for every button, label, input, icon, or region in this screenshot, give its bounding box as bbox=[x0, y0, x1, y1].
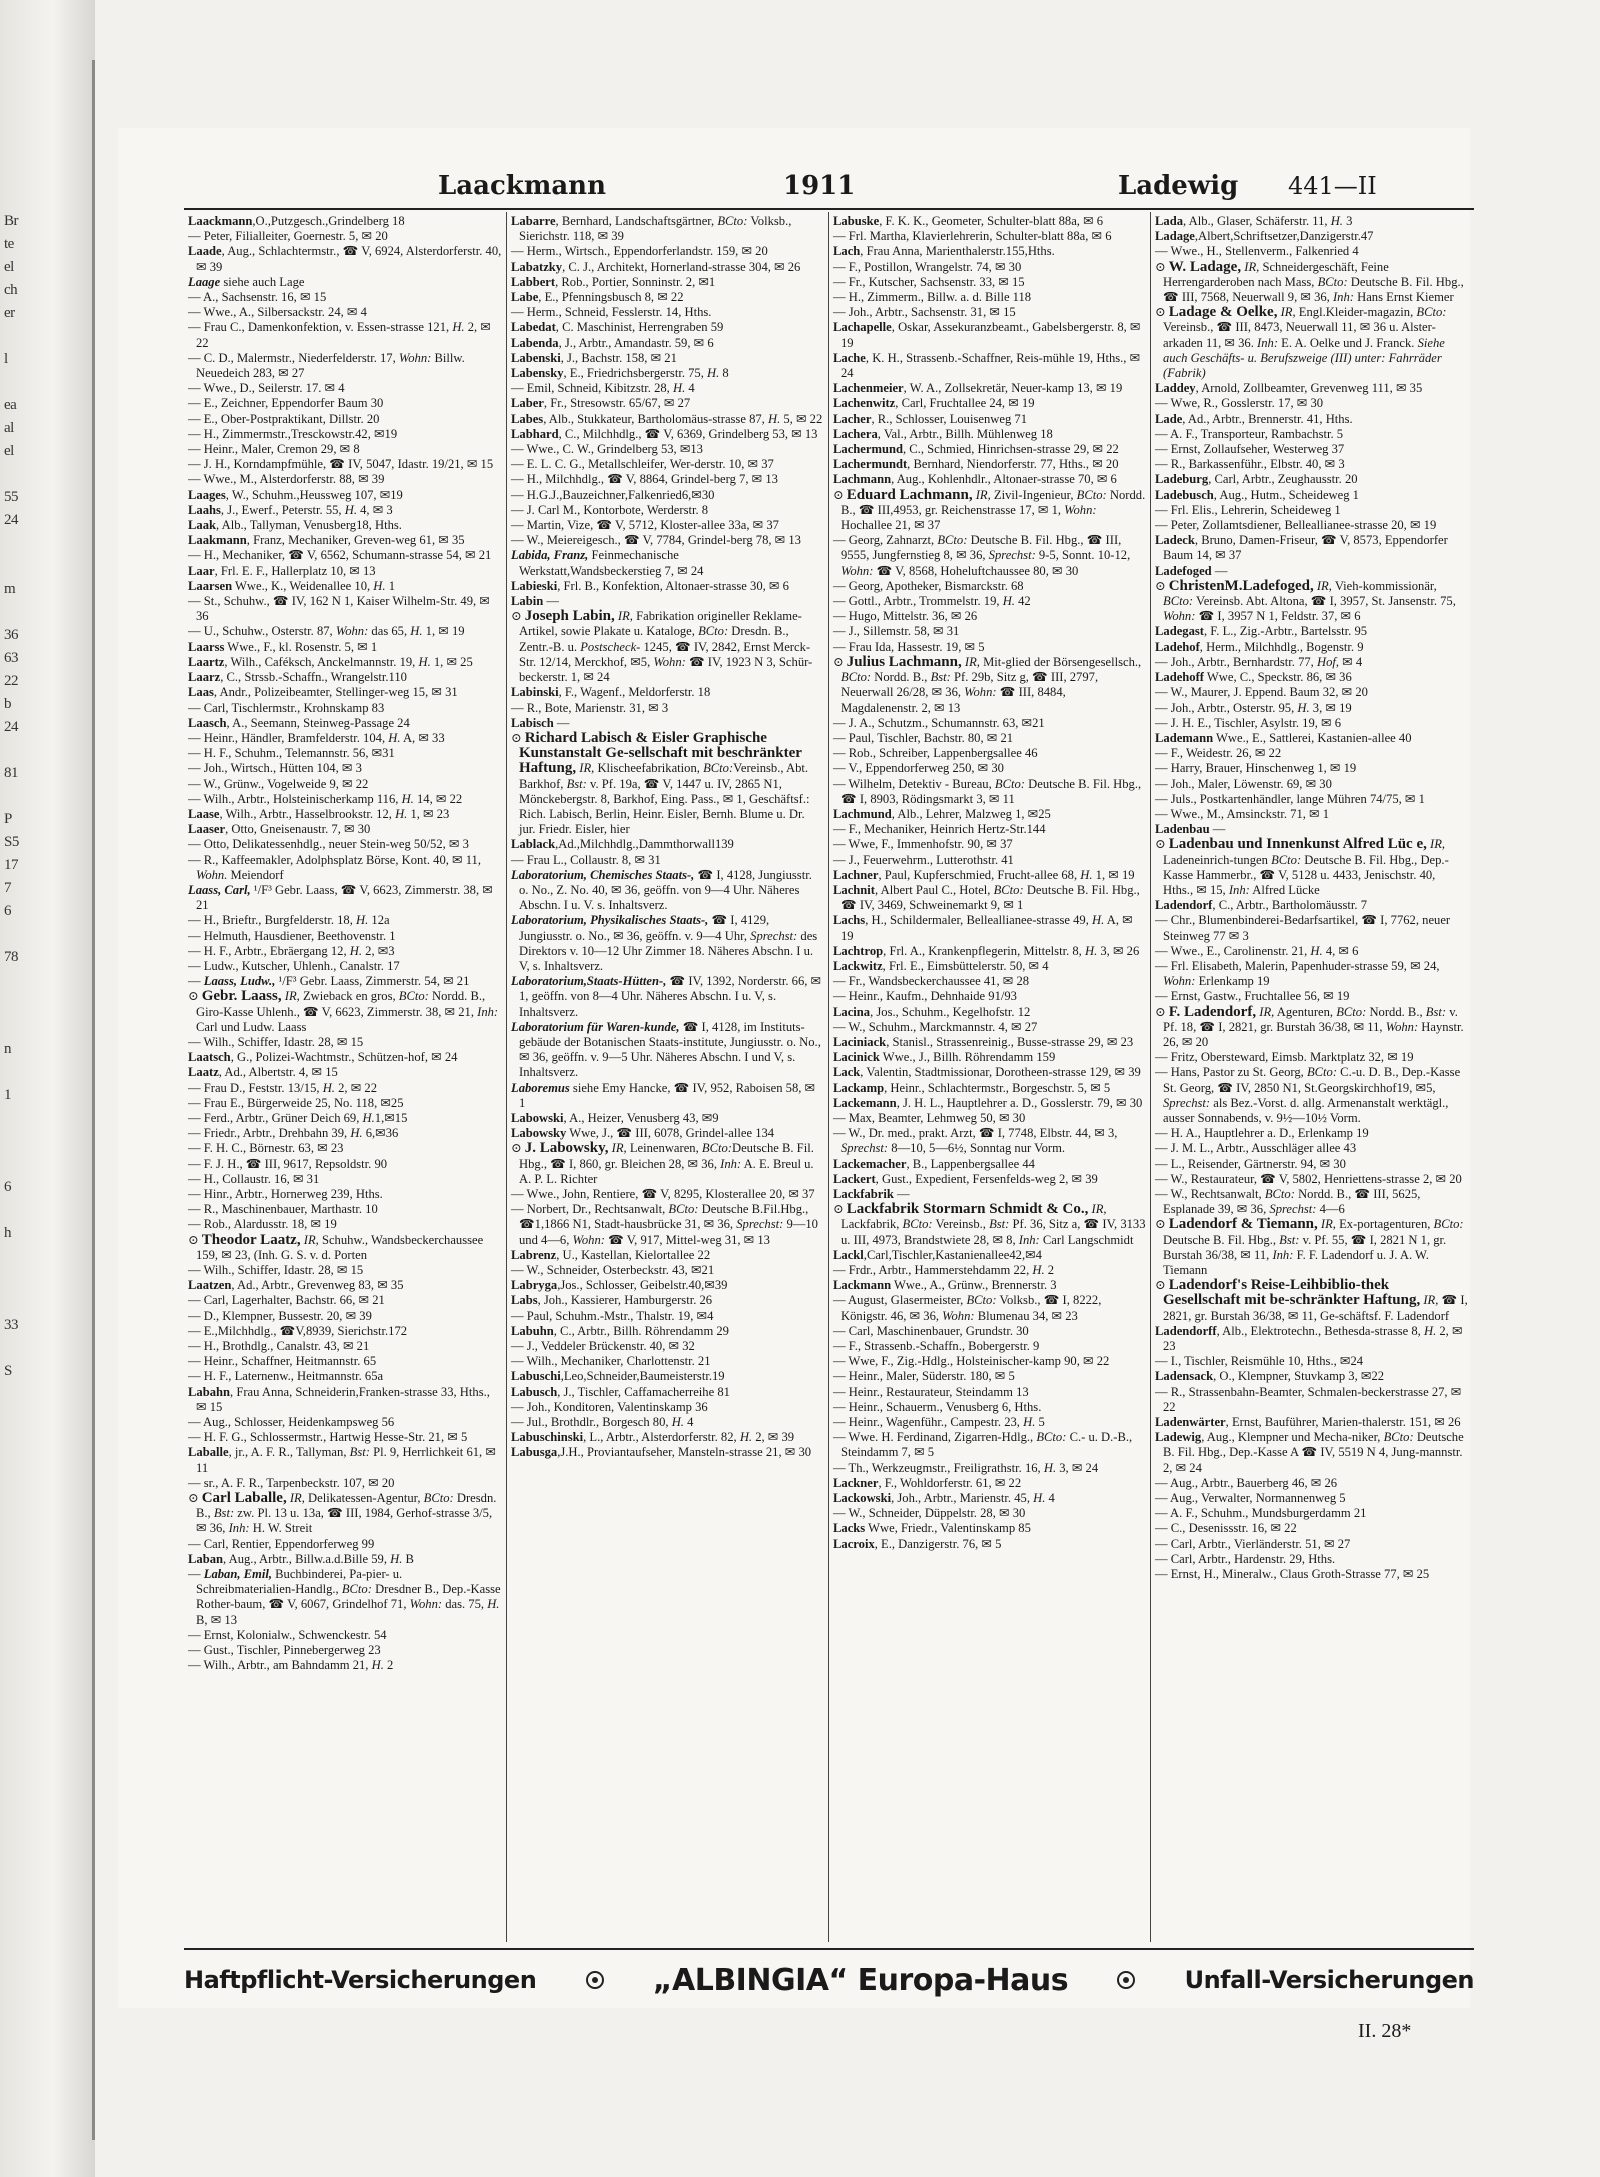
directory-entry: — Otto, Delikatessenhdlg., neuer Stein-weg 50/52, ✉ 3 bbox=[188, 837, 469, 852]
directory-entry: — E.,Milchhdlg., ☎V,8939, Sierichstr.172 bbox=[188, 1323, 408, 1338]
directory-entry: Ladeburg, Carl, Arbtr., Zeughausstr. 20 bbox=[1155, 472, 1358, 487]
directory-entry: — Heinr., Kaufm., Dehnhaide 91/93 bbox=[833, 989, 1017, 1004]
directory-entry: Labin — bbox=[511, 594, 559, 609]
directory-entry: Laak, Alb., Tallyman, Venusberg18, Hths. bbox=[188, 518, 402, 533]
directory-entry: ⊙ Ladendorf & Tiemann, IR, Ex-portagenturen, BCto: Deutsche B. Fil. Hbg., Bst: v. Pf. 55, ☎ I, 2821 N 1, gr. Burstah 36/38, ✉ 11, Inh: F. F. Ladendorf u. J. A. W. Tiemann bbox=[1155, 1216, 1464, 1278]
directory-entry: Labinski, F., Wagenf., Meldorferstr. 18 bbox=[511, 685, 711, 700]
directory-entry: — Laass, Ludw., ¹/F³ Gebr. Laass, Zimmerstr. 54, ✉ 21 bbox=[188, 974, 470, 989]
directory-entry: — Norbert, Dr., Rechtsanwalt, BCto: Deutsche B.Fil.Hbg., ☎1,1866 N1, Stadt-hausbrücke 31, ✉ 36, Sprechst: 9—10 und 4—6, Wohn: ☎ V, 917, Mittel-weg 31, ✉ 13 bbox=[511, 1202, 818, 1247]
spine-fragment-text: Br te el ch er l ea al el 55 24 m 36 63 22 b 24 81 P S5 17 7 6 78 n 1 6 h 33 S bbox=[4, 213, 19, 1379]
directory-entry: Labahn, Frau Anna, Schneiderin,Franken-strasse 33, Hths., ✉ 15 bbox=[188, 1384, 490, 1414]
directory-entry: — Heinr., Maler, Süderstr. 180, ✉ 5 bbox=[833, 1369, 1015, 1384]
directory-entry: — Joh., Arbtr., Osterstr. 95, H. 3, ✉ 19 bbox=[1155, 700, 1352, 715]
directory-entry: — Wwe, F., Zig.-Hdlg., Holsteinischer-kamp 90, ✉ 22 bbox=[833, 1354, 1110, 1369]
directory-entry: Lachermund, C., Schmied, Hinrichsen-strasse 29, ✉ 22 bbox=[833, 442, 1119, 457]
directory-entry: ⊙ Eduard Lachmann, IR, Zivil-Ingenieur, BCto: Nordd. B., ☎ III,4953, gr. Reichenstrasse 17, ✉ 1, Wohn: Hochallee 21, ✉ 37 bbox=[833, 486, 1146, 533]
directory-entry: Lackemann, J. H. L., Hauptlehrer a. D., Gosslerstr. 79, ✉ 30 bbox=[833, 1095, 1143, 1110]
directory-entry: Laciniack, Stanisl., Strassenreinig., Busse-strasse 29, ✉ 23 bbox=[833, 1034, 1134, 1049]
directory-entry: — Harry, Brauer, Hinschenweg 1, ✉ 19 bbox=[1155, 761, 1357, 776]
directory-entry: — Jul., Brothdlr., Borgesch 80, H. 4 bbox=[511, 1415, 694, 1430]
directory-entry: Ladehof, Herm., Milchhdlg., Bogenstr. 9 bbox=[1155, 639, 1364, 654]
directory-entry: — Wilh., Schiffer, Idastr. 28, ✉ 15 bbox=[188, 1263, 364, 1278]
directory-entry: — Frl. Martha, Klavierlehrerin, Schulter-blatt 88a, ✉ 6 bbox=[833, 229, 1112, 244]
ad-albingia: „ALBINGIA“ Europa-Haus bbox=[652, 1962, 1069, 1998]
directory-entry: — R., Maschinenbauer, Marthastr. 10 bbox=[188, 1202, 378, 1217]
directory-entry: — Wwe, R., Gosslerstr. 17, ✉ 30 bbox=[1155, 396, 1324, 411]
directory-entry: Laasch, A., Seemann, Steinweg-Passage 24 bbox=[188, 715, 410, 730]
directory-entry: — R., Kaffeemakler, Adolphsplatz Börse, Kont. 40, ✉ 11, Wohn. Meiendorf bbox=[188, 852, 482, 882]
directory-entry: Lade, Ad., Arbtr., Brennerstr. 41, Hths. bbox=[1155, 411, 1353, 426]
directory-entry: — Hans, Pastor zu St. Georg, BCto: C.-u. D. B., Dep.-Kasse St. Georg, ☎ IV, 2850 N1, St.Georgskirchhof19, ✉5, Sprechst: als Bez.-Vorst. d. allg. Armenanstalt werktägl., ausser Sonnabends, v. 9½—10½ Vorm. bbox=[1155, 1065, 1461, 1125]
directory-entry: — Wilh., Mechaniker, Charlottenstr. 21 bbox=[511, 1354, 711, 1369]
directory-entry: — Herm., Wirtsch., Eppendorferlandstr. 159, ✉ 20 bbox=[511, 244, 768, 259]
directory-entry: — R., Strassenbahn-Beamter, Schmalen-beckerstrasse 27, ✉ 22 bbox=[1155, 1384, 1462, 1414]
directory-entry: Laase, Wilh., Arbtr., Hasselbrookstr. 12, H. 1, ✉ 23 bbox=[188, 806, 450, 821]
directory-entry: — Fr., Kutscher, Sachsenstr. 33, ✉ 15 bbox=[833, 274, 1025, 289]
directory-entry: Labarre, Bernhard, Landschaftsgärtner, BCto: Volksb., Sierichstr. 118, ✉ 39 bbox=[511, 214, 792, 244]
footer-rule bbox=[184, 1948, 1474, 1950]
directory-entry: ⊙ Richard Labisch & Eisler Graphische Kunstanstalt Ge-sellschaft mit beschränkter Haftung, IR, Klischeefabrikation, BCto:Vereinsb., Abt. Barkhof, Bst: v. Pf. 19a, ☎ V, 1447 u. IV, 2865 N1, Mönckebergstr. 8, Barkhof, Eing. Pass., ✉ 1, Geschäftsf.: Rich. Labisch, Berlin, Heinr. Eisler, Bernh. Blume u. Dr. jur. Friedr. Eisler, hier bbox=[511, 729, 810, 837]
directory-entry: Labuske, F. K. K., Geometer, Schulter-blatt 88a, ✉ 6 bbox=[833, 214, 1104, 228]
directory-entry: — F. H. C., Börnestr. 63, ✉ 23 bbox=[188, 1141, 344, 1156]
directory-entry: — Carl, Rentier, Eppendorferweg 99 bbox=[188, 1536, 375, 1551]
directory-entry: — Carl, Lagerhalter, Bachstr. 66, ✉ 21 bbox=[188, 1293, 385, 1308]
directory-entry: Ladebusch, Aug., Hutm., Scheideweg 1 bbox=[1155, 487, 1359, 502]
directory-entry: — Frl. Elis., Lehrerin, Scheideweg 1 bbox=[1155, 502, 1341, 517]
directory-entry: Labensky, E., Friedrichsbergerstr. 75, H. 8 bbox=[511, 366, 729, 381]
directory-entry: — sr., A. F. R., Tarpenbeckstr. 107, ✉ 20 bbox=[188, 1475, 395, 1490]
directory-entry: Ladeck, Bruno, Damen-Friseur, ☎ V, 8573, Eppendorfer Baum 14, ✉ 37 bbox=[1155, 533, 1448, 563]
directory-entry: ⊙ Gebr. Laass, IR, Zwieback en gros, BCto: Nordd. B., Giro-Kasse Uhlenh., ☎ V, 6623, Zimmerstr. 38, ✉ 21, Inh: Carl und Ludw. Laass bbox=[188, 988, 499, 1034]
directory-entry: Labedat, C. Maschinist, Herrengraben 59 bbox=[511, 320, 724, 335]
directory-entry: — Peter, Filialleiter, Goernestr. 5, ✉ 20 bbox=[188, 229, 388, 244]
directory-entry: Ladensack, O., Klempner, Stuvkamp 3, ✉22 bbox=[1155, 1369, 1385, 1384]
directory-entry: Labuschinski, L., Arbtr., Alsterdorferstr. 82, H. 2, ✉ 39 bbox=[511, 1430, 795, 1445]
directory-entry: Lacks Wwe, Friedr., Valentinskamp 85 bbox=[833, 1521, 1031, 1536]
directory-entry: — W., Meiereigesch., ☎ V, 7784, Grindel-berg 78, ✉ 13 bbox=[511, 533, 801, 548]
directory-entry: — A. F., Schuhm., Mundsburgerdamm 21 bbox=[1155, 1506, 1367, 1521]
directory-entry: — W., Maurer, J. Eppend. Baum 32, ✉ 20 bbox=[1155, 685, 1368, 700]
directory-entry: ⊙ J. Labowsky, IR, Leinenwaren, BCto:Deutsche B. Fil. Hbg., ☎ I, 860, gr. Bleichen 28, ✉ 36, Inh: A. E. Breul u. A. P. L. Richter bbox=[511, 1140, 814, 1186]
directory-entry: — Wwe., A., Silbersackstr. 24, ✉ 4 bbox=[188, 305, 367, 320]
directory-entry: — Heinr., Restaurateur, Steindamm 13 bbox=[833, 1384, 1029, 1399]
directory-entry: — Carl, Arbtr., Hardenstr. 29, Hths. bbox=[1155, 1551, 1336, 1566]
directory-entry: — Wwe., C. W., Grindelberg 53, ✉13 bbox=[511, 442, 703, 457]
page-header bbox=[118, 168, 1470, 204]
directory-entry: ⊙ Ladendorf's Reise-Leihbiblio-thek Gesellschaft mit be-schränkter Haftung, IR, ☎ I, 2821, gr. Burstah 36/38, ✉ 11, Ge-schäftsf. F. Ladendorf bbox=[1155, 1277, 1468, 1323]
directory-entry: — W., Restaurateur, ☎ V, 5802, Henriettens-strasse 2, ✉ 20 bbox=[1155, 1171, 1462, 1186]
directory-entry: — Gust., Tischler, Pinnebergerweg 23 bbox=[188, 1643, 381, 1658]
directory-entry: — F. J. H., ☎ III, 9617, Repsoldstr. 90 bbox=[188, 1156, 388, 1171]
directory-entry: Lachs, H., Schildermaler, Belleallianee-strasse 49, H. A, ✉ 19 bbox=[833, 913, 1133, 943]
ad-liability-insurance: Haftpflicht-Versicherungen bbox=[184, 1966, 537, 1994]
directory-entry: — Wwe. H. Ferdinand, Zigarren-Hdlg., BCto: C.- u. D.-B., Steindamm 7, ✉ 5 bbox=[833, 1430, 1133, 1460]
directory-entry: Laage siehe auch Lage bbox=[188, 274, 305, 289]
directory-entry: Labs, Joh., Kassierer, Hamburgerstr. 26 bbox=[511, 1293, 713, 1308]
directory-entry: — Joh., Konditoren, Valentinskamp 36 bbox=[511, 1399, 708, 1414]
directory-entry: Laboratorium, Physikalisches Staats-, ☎ I, 4129, Jungiusstr. o. No., ✉ 36, geöffn. v. 9—4 Uhr, Sprechst: des Direktors v. 10—12 Uhr Zimmer 18. Näheres Abschn. I u. V, s. Inhaltsverz. bbox=[511, 913, 818, 973]
directory-entry: — Fritz, Obersteward, Eimsb. Marktplatz 32, ✉ 19 bbox=[1155, 1050, 1414, 1065]
directory-entry: Laade, Aug., Schlachtermstr., ☎ V, 6924, Alsterdorferstr. 40, ✉ 39 bbox=[188, 244, 502, 274]
directory-entry: Laaser, Otto, Gneisenaustr. 7, ✉ 30 bbox=[188, 822, 371, 837]
directory-entry: Lackowski, Joh., Arbtr., Marienstr. 45, H. 4 bbox=[833, 1491, 1055, 1506]
directory-entry: ⊙ Theodor Laatz, IR, Schuhw., Wandsbeckerchaussee 159, ✉ 23, (Inh. G. S. v. d. Porten bbox=[188, 1231, 484, 1262]
directory-entry: — W., Grünw., Vogelweide 9, ✉ 22 bbox=[188, 776, 369, 791]
directory-entry: Laboratorium, Chemisches Staats-, ☎ I, 4128, Jungiusstr. o. No., Z. No. 40, ✉ 36, geöffn. von 9—4 Uhr. Näheres Abschn. I u. V. s. Inhaltsverz. bbox=[511, 867, 812, 913]
directory-entry: — I., Tischler, Reismühle 10, Hths., ✉24 bbox=[1155, 1354, 1364, 1369]
directory-entry: Laboratorium für Waren-kunde, ☎ I, 4128, im Instituts-gebäude der Botanischen Staats-institute, Jungiusstr. o. No., ✉ 36, geöffn. v. 9—5 Uhr. Näheres Abschn. I und V, s. Inhaltsverz. bbox=[511, 1019, 821, 1080]
directory-entry: — J., Feuerwehrm., Lutterothstr. 41 bbox=[833, 852, 1014, 867]
directory-entry: — Frl. Elisabeth, Malerin, Papenhuder-strasse 59, ✉ 24, Wohn: Erlenkamp 19 bbox=[1155, 958, 1440, 989]
directory-entry: — August, Glasermeister, BCto: Volksb., ☎ I, 8222, Königstr. 46, ✉ 36, Wohn: Blumenau 34, ✉ 23 bbox=[833, 1293, 1102, 1323]
directory-entry: ⊙ W. Ladage, IR, Schneidergeschäft, Feine Herrengarderoben nach Mass, BCto: Deutsche B. Fil. Hbg., ☎ III, 7568, Neuerwall 9, ✉ 36, Inh: Hans Ernst Kiemer bbox=[1155, 258, 1464, 305]
directory-entry: Lachenmeier, W. A., Zollsekretär, Neuer-kamp 13, ✉ 19 bbox=[833, 381, 1123, 396]
directory-entry: — Ernst, Gastw., Fruchtallee 56, ✉ 19 bbox=[1155, 989, 1350, 1004]
directory-entry: Laass, Carl, ¹/F³ Gebr. Laass, ☎ V, 6623, Zimmerstr. 38, ✉ 21 bbox=[188, 882, 493, 913]
directory-entry: — Aug., Arbtr., Bauerberg 46, ✉ 26 bbox=[1155, 1475, 1338, 1490]
directory-entry: Ladehoff Wwe, C., Speckstr. 86, ✉ 36 bbox=[1155, 670, 1352, 685]
directory-entry: — Wwe., M., Amsinckstr. 71, ✉ 1 bbox=[1155, 806, 1330, 821]
directory-entry: Lache, K. H., Strassenb.-Schaffner, Reis-mühle 19, Hths., ✉ 24 bbox=[833, 350, 1141, 381]
directory-entry: — U., Schuhw., Osterstr. 87, Wohn: das 65, H. 1, ✉ 19 bbox=[188, 624, 465, 639]
directory-entry: — W., Dr. med., prakt. Arzt, ☎ I, 7748, Elbstr. 44, ✉ 3, Sprechst: 8—10, 5—6½, Sonntag nur Vorm. bbox=[833, 1126, 1118, 1156]
directory-entry: — W., Schneider, Osterbeckstr. 43, ✉21 bbox=[511, 1263, 715, 1278]
directory-entry: Lachapelle, Oskar, Assekuranzbeamt., Gabelsbergerstr. 8, ✉ 19 bbox=[833, 320, 1141, 350]
directory-entry: Ladegast, F. L., Zig.-Arbtr., Bartelsstr. 95 bbox=[1155, 624, 1368, 639]
directory-entry: ⊙ Joseph Labin, IR, Fabrikation origineller Reklame-Artikel, sowie Plakate u. Kataloge, BCto: Dresdn. B., Zentr.-B. u. Postscheck- 1245, ☎ IV, 2842, Ernst Merck-Str. 12/14, Merckhof, ✉5, Wohn: ☎ IV, 1923 N 3, Schür-beckerstr. 1, ✉ 24 bbox=[511, 608, 813, 685]
column-1 bbox=[184, 212, 506, 1942]
directory-entry: — Heinr., Händler, Bramfelderstr. 104, H. A, ✉ 33 bbox=[188, 730, 445, 745]
directory-entry: ⊙ Carl Laballe, IR, Delikatessen-Agentur, BCto: Dresdn. B., Bst: zw. Pl. 13 u. 13a, ☎ III, 1984, Gerhof-strasse 3/5, ✉ 36, Inh: H. W. Streit bbox=[188, 1490, 497, 1536]
directory-entry: — Ernst, Zollaufseher, Westerweg 37 bbox=[1155, 442, 1345, 457]
directory-entry: — Aug., Schlosser, Heidenkampsweg 56 bbox=[188, 1415, 395, 1430]
directory-entry: Laas, Andr., Polizeibeamter, Stellinger-weg 15, ✉ 31 bbox=[188, 685, 458, 700]
directory-entry: Labhard, C., Milchhdlg., ☎ V, 6369, Grindelberg 53, ✉ 13 bbox=[511, 426, 818, 441]
column-3 bbox=[828, 212, 1150, 1942]
directory-entry: — Rob., Schreiber, Lappenbergsallee 46 bbox=[833, 746, 1038, 761]
directory-entry: — Rob., Alardusstr. 18, ✉ 19 bbox=[188, 1217, 337, 1232]
directory-entry: Ladenbau — bbox=[1155, 822, 1226, 837]
directory-entry: — Frau D., Feststr. 13/15, H. 2, ✉ 22 bbox=[188, 1080, 377, 1095]
directory-entry: Laartz, Wilh., Caféksch, Anckelmannstr. 19, H. 1, ✉ 25 bbox=[188, 654, 473, 669]
directory-entry: — Wwe., H., Stellenverm., Falkenried 4 bbox=[1155, 244, 1359, 259]
directory-entry: Labida, Franz, Feinmechanische Werkstatt,Wandsbeckerstieg 7, ✉ 24 bbox=[511, 548, 704, 578]
directory-entry: Lablack,Ad.,Milchhdlg.,Dammthorwall139 bbox=[511, 837, 734, 852]
directory-entry: — Friedr., Arbtr., Drehbahn 39, H. 6,✉36 bbox=[188, 1126, 399, 1141]
directory-entry: Lachmund, Alb., Lehrer, Malzweg 1, ✉25 bbox=[833, 806, 1051, 821]
directory-entry: Labuschi,Leo,Schneider,Baumeisterstr.19 bbox=[511, 1369, 725, 1384]
directory-entry: — Peter, Zollamtsdiener, Belleallianee-strasse 20, ✉ 19 bbox=[1155, 518, 1437, 533]
directory-entry: — C., Desenissstr. 16, ✉ 22 bbox=[1155, 1521, 1297, 1536]
directory-entry: Laarsen Wwe., K., Weidenallee 10, H. 1 bbox=[188, 578, 395, 593]
directory-entry: Lachmann, Aug., Kohlenhdlr., Altonaer-strasse 70, ✉ 6 bbox=[833, 472, 1117, 487]
directory-entry: — Joh., Wirtsch., Hütten 104, ✉ 3 bbox=[188, 761, 362, 776]
book-spine bbox=[0, 0, 95, 2177]
directory-entry: Ladage,Albert,Schriftsetzer,Danzigerstr.47 bbox=[1155, 229, 1374, 244]
directory-page bbox=[118, 128, 1474, 2042]
header-year: 1911 bbox=[783, 171, 856, 201]
directory-entry: Laboratorium,Staats-Hütten-, ☎ IV, 1392, Norderstr. 66, ✉1, geöffn. von 8—4 Uhr. Näheres Abschn. I u. V, s. Inhaltsverz. bbox=[511, 974, 822, 1019]
directory-entry: Labenda, J., Arbtr., Amandastr. 59, ✉ 6 bbox=[511, 335, 714, 350]
directory-entry: — Paul, Tischler, Bachstr. 80, ✉ 21 bbox=[833, 730, 1014, 745]
directory-entry: Labisch — bbox=[511, 715, 570, 730]
directory-entry: Ladefoged — bbox=[1155, 563, 1228, 578]
directory-entry: — F., Weidestr. 26, ✉ 22 bbox=[1155, 746, 1282, 761]
directory-entry: — J., Sillemstr. 58, ✉ 31 bbox=[833, 624, 960, 639]
directory-entry: — Laban, Emil, Buchbinderei, Pa-pier- u. Schreibmaterialien-Handlg., BCto: Dresdner B., Dep.-Kasse Rother-baum, ☎ V, 6067, Grindelhof 71, Wohn: das. 75, H. B, ✉ 13 bbox=[188, 1567, 501, 1627]
directory-entry: ⊙ Julius Lachmann, IR, Mit-glied der Börsengesellsch., BCto: Nordd. B., Bst: Pf. 29b, Sitz g, ☎ III, 2797, Neuerwall 26/28, ✉ 36, Wohn: ☎ III, 8484, Magdalenenstr. 2, ✉ 13 bbox=[833, 653, 1142, 715]
directory-entry: — V., Eppendorferweg 250, ✉ 30 bbox=[833, 761, 1004, 776]
directory-entry: — J. A., Schutzm., Schumannstr. 63, ✉21 bbox=[833, 715, 1045, 730]
printer-signature: II. 28* bbox=[1358, 2020, 1412, 2042]
directory-entry: — Wwe., D., Seilerstr. 17. ✉ 4 bbox=[188, 381, 345, 396]
directory-entry: — F., Strassenb.-Schaffn., Bobergerstr. 9 bbox=[833, 1339, 1040, 1354]
directory-entry: Lada, Alb., Glaser, Schäferstr. 11, H. 3 bbox=[1155, 214, 1353, 228]
directory-entry: — H., Collaustr. 16, ✉ 31 bbox=[188, 1171, 320, 1186]
directory-entry: — H., Brieftr., Burgfelderstr. 18, H. 12a bbox=[188, 913, 390, 928]
directory-entry: Laahs, J., Ewerf., Peterstr. 55, H. 4, ✉ 3 bbox=[188, 502, 393, 517]
directory-entry: — F., Postillon, Wrangelstr. 74, ✉ 30 bbox=[833, 259, 1022, 274]
directory-entry: — Frau Ida, Hassestr. 19, ✉ 5 bbox=[833, 639, 985, 654]
directory-entry: — C. D., Malermstr., Niederfelderstr. 17, Wohn: Billw. Neuedeich 283, ✉ 27 bbox=[188, 350, 465, 381]
directory-entry: — H. F., Arbtr., Ebräergang 12, H. 2, ✉3 bbox=[188, 943, 395, 958]
directory-entry: Lachenwitz, Carl, Fruchtallee 24, ✉ 19 bbox=[833, 396, 1035, 411]
directory-entry: Ladenwärter, Ernst, Bauführer, Marien-thalerstr. 151, ✉ 26 bbox=[1155, 1415, 1461, 1430]
directory-entry: — Wilhelm, Detektiv - Bureau, BCto: Deutsche B. Fil. Hbg., ☎ I, 8903, Rödingsmarkt 3, ✉ 11 bbox=[833, 776, 1142, 806]
directory-entry: Labryga,Jos., Schlosser, Geibelstr.40,✉39 bbox=[511, 1278, 728, 1293]
directory-entry: Lademann Wwe., E., Sattlerei, Kastanien-allee 40 bbox=[1155, 730, 1412, 745]
directory-entry: Lacina, Jos., Schuhm., Kegelhofstr. 12 bbox=[833, 1004, 1031, 1019]
directory-entry: — Carl, Tischlermstr., Krohnskamp 83 bbox=[188, 700, 385, 715]
directory-entry: — H.G.J.,Bauzeichner,Falkenried6,✉30 bbox=[511, 487, 715, 502]
directory-entry: — W., Schneider, Düppelstr. 28, ✉ 30 bbox=[833, 1506, 1026, 1521]
header-first-name: Laackmann bbox=[438, 171, 606, 201]
directory-entry: — H., Mechaniker, ☎ V, 6562, Schumann-strasse 54, ✉ 21 bbox=[188, 548, 492, 563]
directory-entry: — Max, Beamter, Lehmweg 50, ✉ 30 bbox=[833, 1110, 1026, 1125]
directory-entry: ⊙ ChristenM.Ladefoged, IR, Vieh-kommissionär, BCto: Vereinsb. Abt. Altona, ☎ I, 3957, St. Jansenstr. 75, Wohn: ☎ I, 3957 N 1, Feldstr. 37, ✉ 6 bbox=[1155, 577, 1456, 624]
directory-entry: Labusga,J.H., Proviantaufseher, Mansteln-strasse 21, ✉ 30 bbox=[511, 1445, 812, 1460]
circle-bullet-icon bbox=[1117, 1971, 1135, 1989]
directory-entry: — J., Veddeler Brückenstr. 40, ✉ 32 bbox=[511, 1339, 695, 1354]
column-4 bbox=[1150, 212, 1472, 1942]
directory-entry: Laakmann, Franz, Mechaniker, Greven-weg 61, ✉ 35 bbox=[188, 533, 465, 548]
page-number: 441—II bbox=[1288, 172, 1377, 200]
directory-entry: Laatsch, G., Polizei-Wachtmstr., Schützen-hof, ✉ 24 bbox=[188, 1050, 458, 1065]
directory-entry: — R., Bote, Marienstr. 31, ✉ 3 bbox=[511, 700, 669, 715]
directory-entry: — H. F., Schuhm., Telemannstr. 56, ✉31 bbox=[188, 746, 395, 761]
spine-edge bbox=[92, 60, 95, 2140]
advertisement-footer bbox=[184, 1960, 1474, 2000]
directory-entry: ⊙ Lackfabrik Stormarn Schmidt & Co., IR, Lackfabrik, BCto: Vereinsb., Bst: Pf. 36, Sitz a, ☎ IV, 3133 u. III, 4973, Brandstwiete 28, ✉ 8, Inh: Carl Langschmidt bbox=[833, 1201, 1146, 1247]
directory-entry: — Ludw., Kutscher, Uhlenh., Canalstr. 17 bbox=[188, 958, 400, 973]
directory-entry: Lackwitz, Frl. E., Eimsbüttelerstr. 50, ✉ 4 bbox=[833, 958, 1049, 973]
directory-entry: — Juls., Postkartenhändler, lange Mühren 74/75, ✉ 1 bbox=[1155, 791, 1425, 806]
directory-entry: Lackl,Carl,Tischler,Kastanienallee42,✉4 bbox=[833, 1247, 1042, 1262]
directory-entry: — A. F., Transporteur, Rambachstr. 5 bbox=[1155, 426, 1344, 441]
directory-entry: — Wilh., Arbtr., Holsteinischerkamp 116, H. 14, ✉ 22 bbox=[188, 791, 463, 806]
directory-entry: — F., Mechaniker, Heinrich Hertz-Str.144 bbox=[833, 822, 1046, 837]
directory-entry: — Gottl., Arbtr., Trommelstr. 19, H. 42 bbox=[833, 594, 1031, 609]
directory-entry: Labieski, Frl. B., Konfektion, Altonaer-strasse 30, ✉ 6 bbox=[511, 578, 789, 593]
header-last-name: Ladewig bbox=[1118, 171, 1239, 201]
directory-entry: — Martin, Vize, ☎ V, 5712, Kloster-allee 33a, ✉ 37 bbox=[511, 518, 779, 533]
directory-entry: — Wwe., John, Rentiere, ☎ V, 8295, Klosterallee 20, ✉ 37 bbox=[511, 1187, 815, 1201]
directory-entry: — A., Sachsenstr. 16, ✉ 15 bbox=[188, 290, 327, 305]
directory-entry: — Heinr., Schaffner, Heitmannstr. 65 bbox=[188, 1354, 377, 1369]
directory-entry: — Herm., Schneid, Fesslerstr. 14, Hths. bbox=[511, 305, 712, 320]
directory-entry: Laatz, Ad., Albertstr. 4, ✉ 15 bbox=[188, 1065, 338, 1080]
directory-entry: — Ernst, Kolonialw., Schwenckestr. 54 bbox=[188, 1627, 387, 1642]
directory-entry: — Wilh., Arbtr., am Bahndamm 21, H. 2 bbox=[188, 1658, 394, 1673]
directory-entry: Laages, W., Schuhm.,Heussweg 107, ✉19 bbox=[188, 487, 403, 502]
directory-entry: Labbert, Rob., Portier, Sonninstr. 2, ✉1 bbox=[511, 274, 716, 289]
directory-entry: Laber, Fr., Stresowstr. 65/67, ✉ 27 bbox=[511, 396, 691, 411]
directory-entry: — Frau C., Damenkonfektion, v. Essen-strasse 121, H. 2, ✉ 22 bbox=[188, 320, 491, 350]
directory-entry: — Frau E., Bürgerweide 25, No. 118, ✉25 bbox=[188, 1095, 404, 1110]
directory-entry: Lachera, Val., Arbtr., Billh. Mühlenweg 18 bbox=[833, 426, 1053, 441]
directory-entry: Ladewig, Aug., Klempner und Mecha-niker, BCto: Deutsche B. Fil. Hbg., Dep.-Kasse A ☎ IV, 5519 N 4, Jung-mannstr. 2, ✉ 24 bbox=[1155, 1430, 1464, 1475]
directory-entry: ⊙ F. Ladendorf, IR, Agenturen, BCto: Nordd. B., Bst: v. Pf. 18, ☎ I, 2821, gr. Burstah 36/38, ✉ 11, Wohn: Haynstr. 26, ✉ 20 bbox=[1155, 1003, 1464, 1049]
directory-entry: — Joh., Arbtr., Sachsenstr. 31, ✉ 15 bbox=[833, 305, 1016, 320]
directory-entry: Lackfabrik — bbox=[833, 1187, 910, 1201]
directory-entry: Labenski, J., Bachstr. 158, ✉ 21 bbox=[511, 350, 677, 365]
directory-entry: Lackert, Gust., Expedient, Fersenfelds-weg 2, ✉ 39 bbox=[833, 1171, 1098, 1186]
directory-entry: — Heinr., Maler, Cremon 29, ✉ 8 bbox=[188, 442, 360, 457]
header-rule bbox=[184, 208, 1474, 210]
directory-entry: Labuhn, C., Arbtr., Billh. Röhrendamm 29 bbox=[511, 1323, 729, 1338]
directory-entry: — J. H., Korndampfmühle, ☎ IV, 5047, Idastr. 19/21, ✉ 15 bbox=[188, 457, 494, 472]
directory-entry: — Carl, Maschinenbauer, Grundstr. 30 bbox=[833, 1323, 1029, 1338]
directory-entry: — E., Zeichner, Eppendorfer Baum 30 bbox=[188, 396, 384, 411]
directory-entry: — Helmuth, Hausdiener, Beethovenstr. 1 bbox=[188, 928, 396, 943]
directory-entry: Laarss Wwe., F., kl. Rosenstr. 5, ✉ 1 bbox=[188, 639, 378, 654]
directory-entry: Lackner, F., Wohldorferstr. 61, ✉ 22 bbox=[833, 1475, 1022, 1490]
directory-entry: — Fr., Wandsbeckerchaussee 41, ✉ 28 bbox=[833, 974, 1030, 989]
directory-entry: Laackmann,O.,Putzgesch.,Grindelberg 18 bbox=[188, 214, 405, 228]
directory-entry: — Frdr., Arbtr., Hammerstehdamm 22, H. 2 bbox=[833, 1263, 1055, 1278]
directory-entry: Laballe, jr., A. F. R., Tallyman, Bst: Pl. 9, Herrlichkeit 61, ✉ 11 bbox=[188, 1445, 496, 1475]
directory-entry: — J. H. E., Tischler, Asylstr. 19, ✉ 6 bbox=[1155, 715, 1342, 730]
directory-entry: — H., Zimmermstr.,Tresckowstr.42, ✉19 bbox=[188, 426, 398, 441]
directory-entry: — Carl, Arbtr., Vierländerstr. 51, ✉ 27 bbox=[1155, 1536, 1351, 1551]
directory-entry: Lacinick Wwe., J., Billh. Röhrendamm 159 bbox=[833, 1050, 1056, 1065]
directory-entry: Laar, Frl. E. F., Hallerplatz 10, ✉ 13 bbox=[188, 563, 376, 578]
column-2 bbox=[506, 212, 828, 1942]
directory-entry: — H., Milchhdlg., ☎ V, 8864, Grindel-berg 7, ✉ 13 bbox=[511, 472, 778, 487]
directory-entry: — Aug., Verwalter, Normannenweg 5 bbox=[1155, 1491, 1346, 1506]
directory-entry: — Joh., Arbtr., Bernhardstr. 77, Hof, ✉ 4 bbox=[1155, 654, 1363, 669]
directory-entry: — L., Reisender, Gärtnerstr. 94, ✉ 30 bbox=[1155, 1156, 1346, 1171]
directory-entry: — Joh., Maler, Löwenstr. 69, ✉ 30 bbox=[1155, 776, 1332, 791]
ad-accident-insurance: Unfall-Versicherungen bbox=[1184, 1966, 1474, 1994]
directory-entry: — H. A., Hauptlehrer a. D., Erlenkamp 19 bbox=[1155, 1126, 1369, 1141]
directory-entry: — Georg, Zahnarzt, BCto: Deutsche B. Fil. Hbg., ☎ III, 9555, Jungfernstieg 8, ✉ 36, Sprechst: 9-5, Sonnt. 10-12, Wohn: ☎ V, 8568, Hoheluftchaussee 80, ✉ 30 bbox=[833, 533, 1131, 578]
directory-entry: Laatzen, Ad., Arbtr., Grevenweg 83, ✉ 35 bbox=[188, 1278, 404, 1293]
directory-entry: — Heinr., Wagenführ., Campestr. 23, H. 5 bbox=[833, 1415, 1045, 1430]
directory-entry: Laboremus siehe Emy Hancke, ☎ IV, 952, Raboisen 58, ✉ 1 bbox=[511, 1080, 816, 1110]
directory-entry: — H. F. G., Schlossermstr., Hartwig Hesse-Str. 21, ✉ 5 bbox=[188, 1430, 468, 1445]
directory-entry: — H. F., Laternenw., Heitmannstr. 65a bbox=[188, 1369, 384, 1384]
directory-entry: — H., Brothdlg., Canalstr. 43, ✉ 21 bbox=[188, 1339, 370, 1354]
directory-entry: — Emil, Schneid, Kibitzstr. 28, H. 4 bbox=[511, 381, 695, 396]
directory-entry: — Paul, Schuhm.-Mstr., Thalstr. 19, ✉4 bbox=[511, 1308, 714, 1323]
directory-entry: — Heinr., Schauerm., Venusberg 6, Hths. bbox=[833, 1399, 1042, 1414]
directory-entry: Ladendorf, C., Arbtr., Bartholomäusstr. 7 bbox=[1155, 898, 1368, 913]
directory-entry: — Ferd., Arbtr., Grüner Deich 69, H.1,✉15 bbox=[188, 1110, 408, 1125]
directory-entry: — W., Schuhm., Marckmannstr. 4, ✉ 27 bbox=[833, 1019, 1038, 1034]
directory-entry: — J. Carl M., Kontorbote, Werderstr. 8 bbox=[511, 502, 709, 517]
directory-entry: Labrenz, U., Kastellan, Kielortallee 22 bbox=[511, 1247, 711, 1262]
directory-entry: Laban, Aug., Arbtr., Billw.a.d.Bille 59, H. B bbox=[188, 1551, 414, 1566]
directory-entry: Lach, Frau Anna, Marienthalerstr.155,Hths. bbox=[833, 244, 1055, 259]
directory-entry: ⊙ Ladenbau und Innenkunst Alfred Lüc e, IR, Ladeneinrich-tungen BCto: Deutsche B. Fil. Hbg., Dep.-Kasse Hammerbr., ☎ V, 5128 u. 4433, Jenischstr. 40, Hths., ✉ 15, Inh: Alfred Lücke bbox=[1155, 836, 1449, 897]
directory-entry: Labusch, J., Tischler, Caffamacherreihe 81 bbox=[511, 1384, 730, 1399]
directory-entry: Laarz, C., Strssb.-Schaffn., Wrangelstr.110 bbox=[188, 670, 407, 685]
directory-entry: — Chr., Blumenbinderei-Bedarfsartikel, ☎ I, 7762, neuer Steinweg 77 ✉ 3 bbox=[1155, 913, 1451, 943]
directory-entry: Ladendorff, Alb., Elektrotechn., Bethesda-strasse 8, H. 2, ✉ 23 bbox=[1155, 1323, 1463, 1354]
directory-entry: — D., Klempner, Bussestr. 20, ✉ 39 bbox=[188, 1308, 372, 1323]
directory-entry: — W., Rechtsanwalt, BCto: Nordd. B., ☎ III, 5625, Esplanade 39, ✉ 36, Sprechst: 4—6 bbox=[1155, 1187, 1421, 1217]
directory-entry: ⊙ Ladage & Oelke, IR, Engl.Kleider-magazin, BCto: Vereinsb., ☎ III, 8473, Neuerwall 11, ✉ 36 u. Alster-arkaden 11, ✉ 36. Inh: E. A. Oelke und J. Franck. Siehe auch Geschäfts- u. Berufszweige (III) unter: Fahrräder (Fabrik) bbox=[1155, 304, 1447, 381]
directory-entry: Labes, Alb., Stukkateur, Bartholomäus-strasse 87, H. 5, ✉ 22 bbox=[511, 411, 823, 426]
directory-entry: — H., Zimmerm., Billw. a. d. Bille 118 bbox=[833, 290, 1032, 305]
directory-entry: Lachtrop, Frl. A., Krankenpflegerin, Mittelstr. 8, H. 3, ✉ 26 bbox=[833, 943, 1140, 958]
directory-entry: — St., Schuhw., ☎ IV, 162 N 1, Kaiser Wilhelm-Str. 49, ✉ 36 bbox=[188, 594, 490, 624]
circle-bullet-icon bbox=[586, 1971, 604, 1989]
directory-entry: Lacher, R., Schlosser, Louisenweg 71 bbox=[833, 411, 1027, 426]
directory-entry: Lachner, Paul, Kupferschmied, Frucht-allee 68, H. 1, ✉ 19 bbox=[833, 867, 1135, 882]
directory-entry: — Frau L., Collaustr. 8, ✉ 31 bbox=[511, 852, 661, 867]
directory-entry: — Th., Werkzeugmstr., Freiligrathstr. 16, H. 3, ✉ 24 bbox=[833, 1460, 1099, 1475]
directory-entry: Labe, E., Pfenningsbusch 8, ✉ 22 bbox=[511, 290, 684, 305]
directory-entry: Lackemacher, B., Lappenbergsallee 44 bbox=[833, 1156, 1035, 1171]
directory-entry: — E., Ober-Postpraktikant, Dillstr. 20 bbox=[188, 411, 380, 426]
directory-entry: Lachnit, Albert Paul C., Hotel, BCto: Deutsche B. Fil. Hbg., ☎ IV, 3469, Schweinemarkt 9, ✉ 1 bbox=[833, 882, 1140, 913]
directory-entry: Lacroix, E., Danzigerstr. 76, ✉ 5 bbox=[833, 1536, 1002, 1551]
directory-entry: — Wwe., M., Alsterdorferstr. 88, ✉ 39 bbox=[188, 472, 385, 487]
directory-entry: Lachermundt, Bernhard, Niendorferstr. 77, Hths., ✉ 20 bbox=[833, 457, 1119, 472]
directory-entry: — Ernst, H., Mineralw., Claus Groth-Strasse 77, ✉ 25 bbox=[1155, 1567, 1430, 1582]
directory-entry: — Hugo, Mittelstr. 36, ✉ 26 bbox=[833, 609, 978, 624]
directory-columns bbox=[184, 212, 1474, 1942]
directory-entry: — R., Barkassenführ., Elbstr. 40, ✉ 3 bbox=[1155, 457, 1345, 472]
directory-entry: — Georg, Apotheker, Bismarckstr. 68 bbox=[833, 578, 1024, 593]
directory-entry: Lackmann Wwe., A., Grünw., Brennerstr. 3 bbox=[833, 1278, 1057, 1293]
directory-entry: — E. L. C. G., Metallschleifer, Wer-derstr. 10, ✉ 37 bbox=[511, 457, 774, 472]
directory-entry: — J. M. L., Arbtr., Ausschläger allee 43 bbox=[1155, 1141, 1357, 1156]
directory-entry: Labatzky, C. J., Architekt, Hornerland-strasse 304, ✉ 26 bbox=[511, 259, 801, 274]
directory-entry: — Wwe., E., Carolinenstr. 21, H. 4, ✉ 6 bbox=[1155, 943, 1359, 958]
directory-entry: Lack, Valentin, Stadtmissionar, Dorotheen-strasse 129, ✉ 39 bbox=[833, 1065, 1141, 1080]
directory-entry: — Wwe, F., Immenhofstr. 90, ✉ 37 bbox=[833, 837, 1013, 852]
directory-entry: — Hinr., Arbtr., Hornerweg 239, Hths. bbox=[188, 1187, 383, 1201]
directory-entry: Labowsky Wwe, J., ☎ III, 6078, Grindel-allee 134 bbox=[511, 1126, 775, 1141]
directory-entry: Laddey, Arnold, Zollbeamter, Grevenweg 111, ✉ 35 bbox=[1155, 381, 1423, 396]
directory-entry: Lackamp, Heinr., Schlachtermstr., Borgeschstr. 5, ✉ 5 bbox=[833, 1080, 1111, 1095]
directory-entry: — Wilh., Schiffer, Idastr. 28, ✉ 15 bbox=[188, 1034, 364, 1049]
directory-entry: Labowski, A., Heizer, Venusberg 43, ✉9 bbox=[511, 1110, 719, 1125]
